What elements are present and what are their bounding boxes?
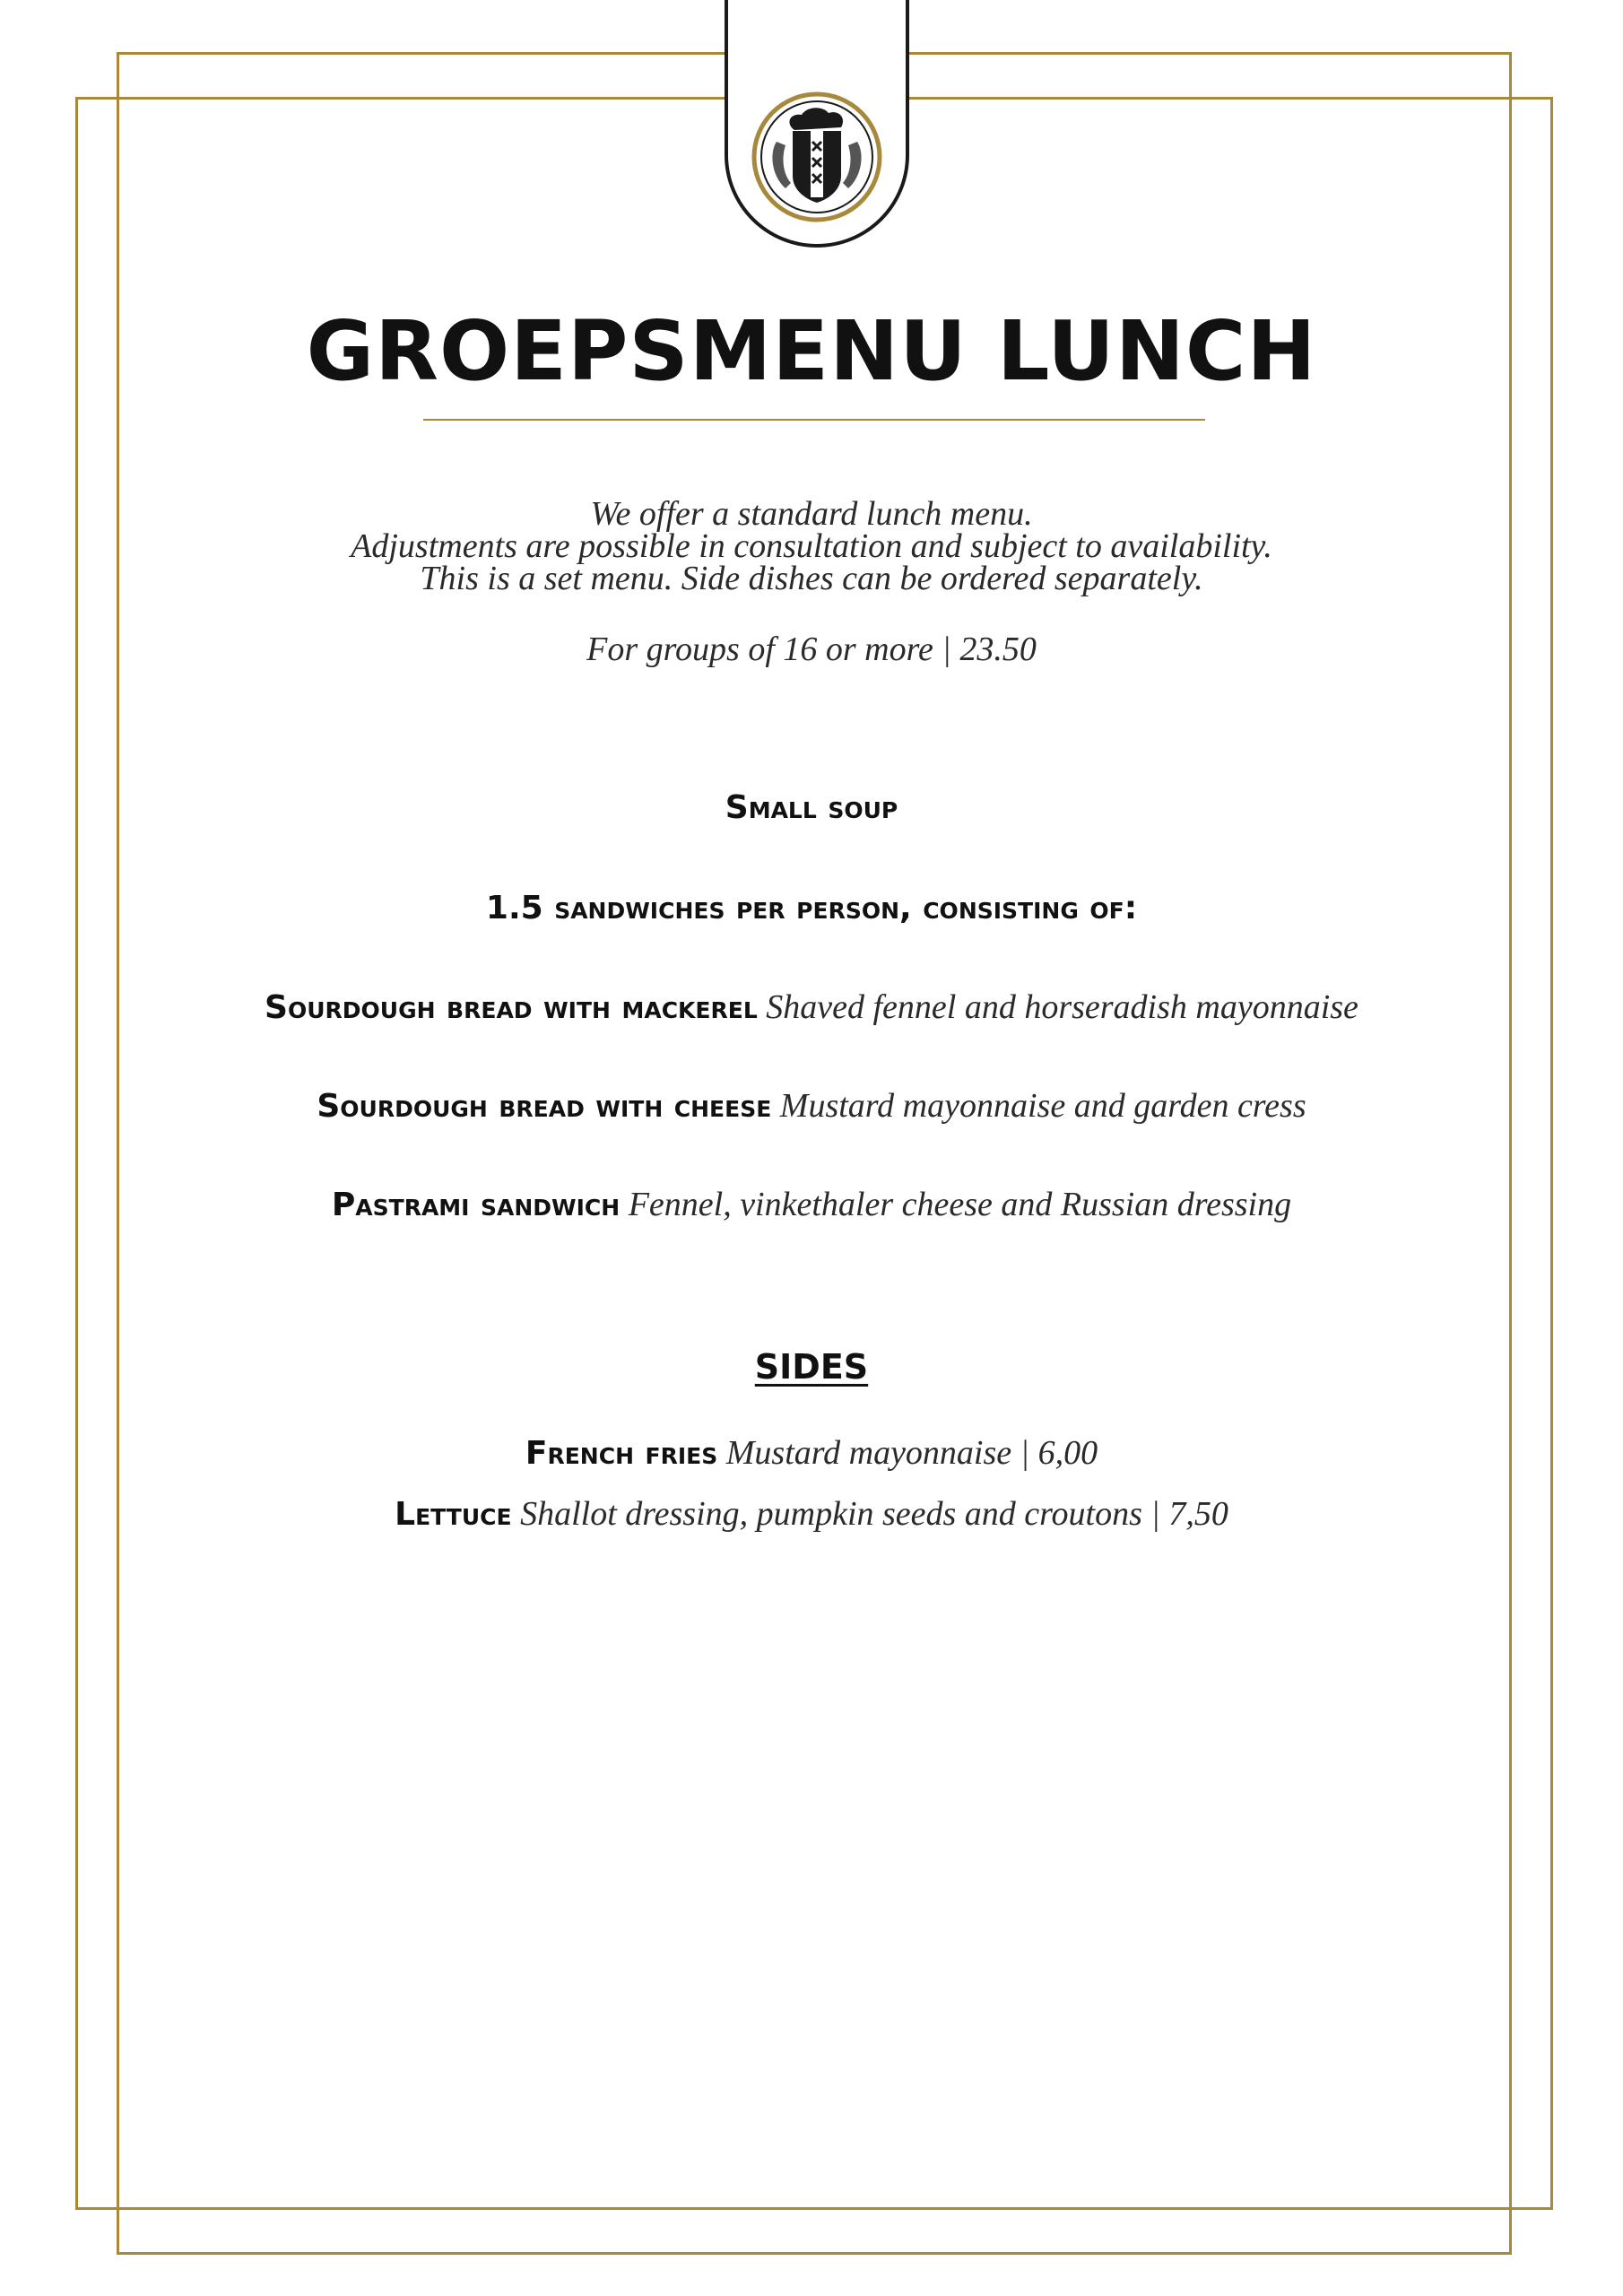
menu-item — [0, 987, 1623, 1027]
menu-item-name: Sourdough bread with cheese — [317, 1088, 772, 1125]
menu-item-name: Sourdough bread with mackerel — [265, 989, 758, 1026]
sandwich-note — [0, 888, 1623, 927]
group-price: For groups of 16 or more | 23.50 — [586, 631, 1037, 668]
menu-item — [0, 1185, 1623, 1224]
course-soup — [0, 787, 1623, 827]
side-item — [0, 1433, 1623, 1473]
course-soup-label: Small soup — [725, 789, 898, 826]
sides-heading: SIDES — [754, 1347, 869, 1387]
side-item-description: Mustard mayonnaise | 6,00 — [725, 1434, 1098, 1472]
intro-line: We offer a standard lunch menu. — [590, 495, 1033, 533]
sandwich-note-label: 1.5 sandwiches per person, consisting of: — [485, 890, 1138, 926]
side-item-name: French fries — [525, 1435, 718, 1472]
side-item-name: Lettuce — [395, 1496, 512, 1533]
menu-item-description: Fennel, vinkethaler cheese and Russian dressing — [628, 1186, 1292, 1223]
side-item — [0, 1494, 1623, 1534]
intro-line: Adjustments are possible in consultation and subject to availability. — [351, 527, 1272, 565]
menu-item — [0, 1086, 1623, 1126]
intro-line: This is a set menu. Side dishes can be ordered separately. — [420, 560, 1203, 597]
intro-text — [0, 495, 1623, 597]
amsterdam-crest-icon — [750, 90, 884, 224]
page-title: GROEPSMENU LUNCH — [306, 303, 1317, 399]
menu-item-description: Mustard mayonnaise and garden cress — [779, 1087, 1306, 1125]
menu-item-description: Shaved fennel and horseradish mayonnaise — [766, 988, 1358, 1026]
title-divider — [423, 419, 1205, 421]
menu-item-name: Pastrami sandwich — [331, 1187, 621, 1223]
side-item-description: Shallot dressing, pumpkin seeds and croutons | 7,50 — [520, 1495, 1228, 1533]
